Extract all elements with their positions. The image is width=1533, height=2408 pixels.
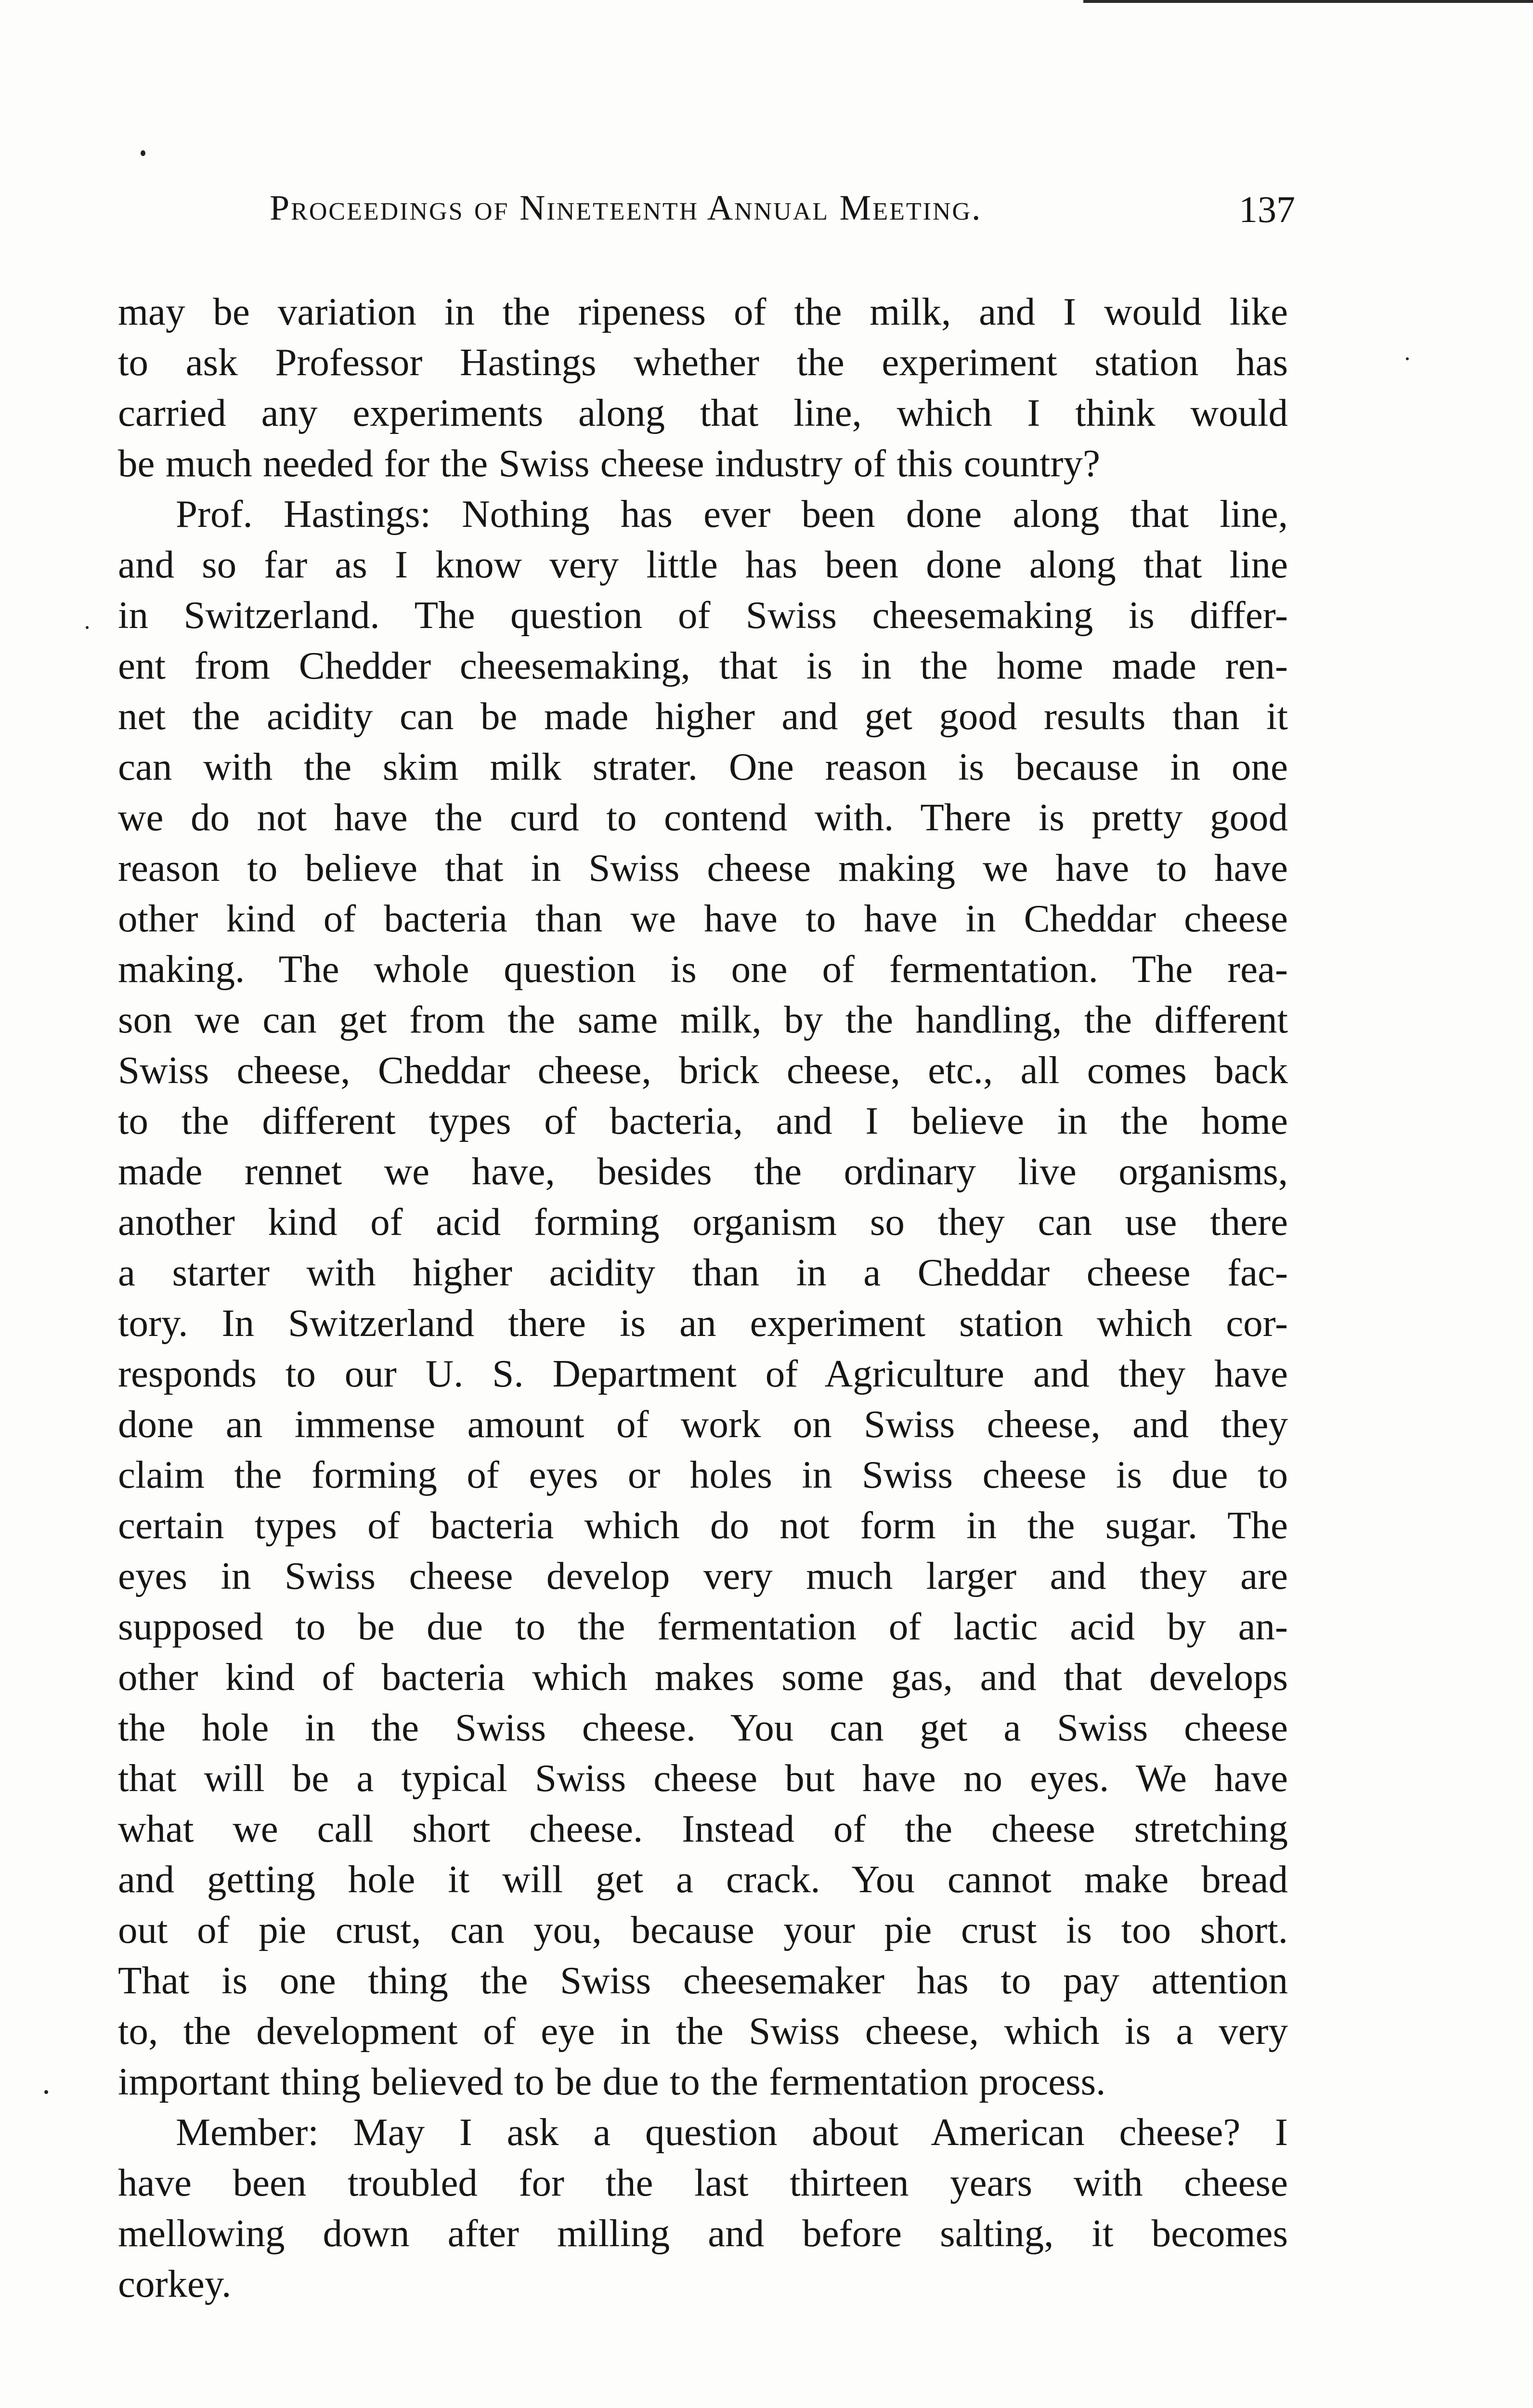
- text-line: That is one thing the Swiss cheesemaker has to pay attention: [118, 1959, 1288, 2002]
- text-line: supposed to be due to the fermentation of lactic acid by an-: [118, 1605, 1288, 1648]
- text-line: other kind of bacteria which makes some gas, and that develops: [118, 1655, 1288, 1699]
- running-head: Proceedings of Nineteenth Annual Meeting.: [270, 188, 982, 228]
- text-line: Member: May I ask a question about American cheese? I: [176, 2110, 1288, 2154]
- scan-speck: [1406, 357, 1409, 360]
- text-line: what we call short cheese. Instead of the cheese stretching: [118, 1807, 1288, 1850]
- text-line: Prof. Hastings: Nothing has ever been done along that line,: [176, 492, 1288, 536]
- text-line: Swiss cheese, Cheddar cheese, brick cheese, etc., all comes back: [118, 1048, 1288, 1092]
- text-line: certain types of bacteria which do not form in the sugar. The: [118, 1504, 1288, 1547]
- text-line: can with the skim milk strater. One reason is because in one: [118, 745, 1288, 788]
- text-line: mellowing down after milling and before salting, it becomes: [118, 2212, 1288, 2255]
- scan-speck: [86, 626, 89, 629]
- text-line: eyes in Swiss cheese develop very much larger and they are: [118, 1554, 1288, 1597]
- text-line: we do not have the curd to contend with. There is pretty good: [118, 796, 1288, 839]
- text-line: made rennet we have, besides the ordinary live organisms,: [118, 1150, 1288, 1193]
- text-line: tory. In Switzerland there is an experiment station which cor-: [118, 1301, 1288, 1345]
- scan-speck: [44, 2090, 48, 2094]
- text-line: important thing believed to be due to the fermentation process.: [118, 2060, 1106, 2103]
- text-line: other kind of bacteria than we have to have in Cheddar cheese: [118, 897, 1288, 940]
- text-line: in Switzerland. The question of Swiss cheesemaking is differ-: [118, 593, 1288, 637]
- text-line: and so far as I know very little has been done along that line: [118, 543, 1288, 586]
- text-line: net the acidity can be made higher and get good results than it: [118, 694, 1288, 738]
- text-line: out of pie crust, can you, because your pie crust is too short.: [118, 1908, 1288, 1951]
- text-line: another kind of acid forming organism so they can use there: [118, 1200, 1288, 1243]
- body-text: [118, 287, 1288, 2309]
- text-line: claim the forming of eyes or holes in Swiss cheese is due to: [118, 1453, 1288, 1496]
- text-line: that will be a typical Swiss cheese but have no eyes. We have: [118, 1756, 1288, 1800]
- text-line: be much needed for the Swiss cheese industry of this country?: [118, 442, 1100, 485]
- text-line: ent from Chedder cheesemaking, that is in the home made ren-: [118, 644, 1288, 687]
- text-line: to ask Professor Hastings whether the experiment station has: [118, 340, 1288, 384]
- text-line: a starter with higher acidity than in a Cheddar cheese fac-: [118, 1251, 1288, 1294]
- text-line: to the different types of bacteria, and I believe in the home: [118, 1099, 1288, 1142]
- text-line: reason to believe that in Swiss cheese making we have to have: [118, 846, 1288, 890]
- page-header: [270, 188, 1295, 241]
- scan-edge-top: [1083, 0, 1533, 3]
- text-line: and getting hole it will get a crack. You cannot make bread: [118, 1858, 1288, 1901]
- text-line: making. The whole question is one of fermentation. The rea-: [118, 947, 1288, 991]
- text-line: the hole in the Swiss cheese. You can get a Swiss cheese: [118, 1706, 1288, 1749]
- page-number: 137: [1239, 188, 1295, 230]
- text-line: corkey.: [118, 2262, 232, 2305]
- text-line: done an immense amount of work on Swiss cheese, and they: [118, 1402, 1288, 1446]
- text-line: to, the development of eye in the Swiss cheese, which is a very: [118, 2009, 1288, 2053]
- text-line: have been troubled for the last thirteen years with cheese: [118, 2161, 1288, 2204]
- text-line: may be variation in the ripeness of the milk, and I would like: [118, 290, 1288, 333]
- text-line: son we can get from the same milk, by the handling, the different: [118, 998, 1288, 1041]
- text-line: responds to our U. S. Department of Agriculture and they have: [118, 1352, 1288, 1395]
- text-line: carried any experiments along that line, which I think would: [118, 391, 1288, 434]
- scan-speck: [141, 150, 145, 156]
